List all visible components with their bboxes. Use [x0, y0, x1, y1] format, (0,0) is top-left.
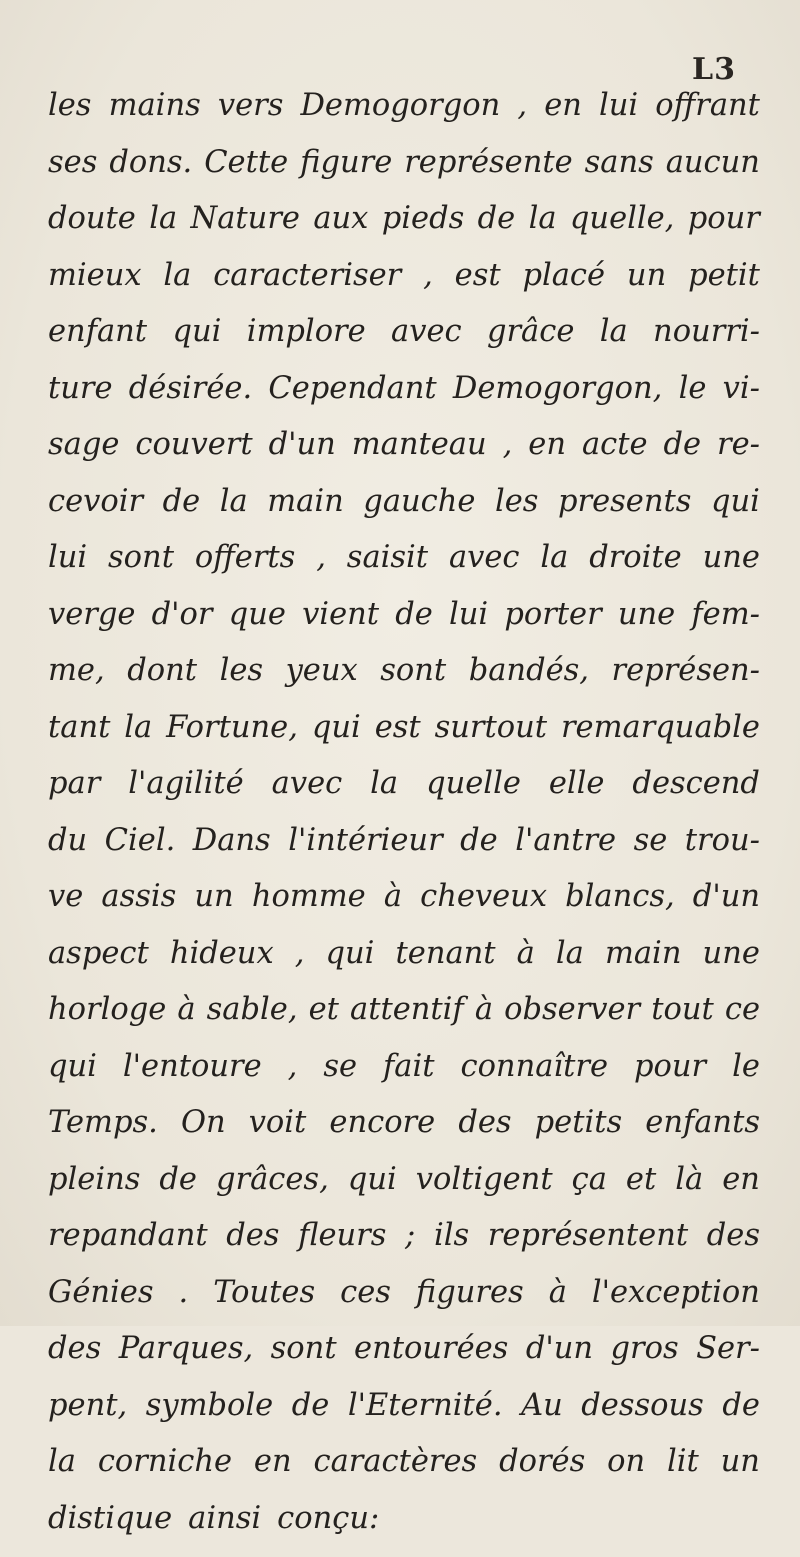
body-text — [48, 88, 760, 1557]
text-line: verge d'or que vient de lui porter une fem- — [48, 597, 760, 654]
text-line: enfant qui implore avec grâce la nourri- — [48, 314, 760, 371]
text-line: ses dons. Cette figure représente sans aucun — [48, 145, 760, 202]
text-line: les mains vers Demogorgon , en lui offrant — [48, 88, 760, 145]
text-line: mieux la caracteriser , est placé un petit — [48, 258, 760, 315]
text-line: doute la Nature aux pieds de la quelle, pour — [48, 201, 760, 258]
text-line: cevoir de la main gauche les presents qui — [48, 484, 760, 541]
text-line: distique ainsi conçu: — [48, 1501, 760, 1557]
text-line: aspect hideux , qui tenant à la main une — [48, 936, 760, 993]
text-line: pent, symbole de l'Eternité. Au dessous de — [48, 1388, 760, 1445]
text-line: la corniche en caractères dorés on lit un — [48, 1444, 760, 1501]
text-line: sage couvert d'un manteau , en acte de re- — [48, 427, 760, 484]
text-line: Génies . Toutes ces figures à l'exception — [48, 1275, 760, 1332]
text-line: pleins de grâces, qui voltigent ça et là en — [48, 1162, 760, 1219]
text-line: du Ciel. Dans l'intérieur de l'antre se trou- — [48, 823, 760, 880]
text-line: Temps. On voit encore des petits enfants — [48, 1105, 760, 1162]
page-signature: L3 — [692, 52, 736, 87]
text-line: me, dont les yeux sont bandés, représen- — [48, 653, 760, 710]
text-line: lui sont offerts , saisit avec la droite une — [48, 540, 760, 597]
text-line: horloge à sable, et attentif à observer tout ce — [48, 992, 760, 1049]
text-line: ture désirée. Cependant Demogorgon, le vi- — [48, 371, 760, 428]
text-line: par l'agilité avec la quelle elle descend — [48, 766, 760, 823]
text-line: qui l'entoure , se fait connaître pour le — [48, 1049, 760, 1106]
text-line: repandant des fleurs ; ils représentent des — [48, 1218, 760, 1275]
text-line: tant la Fortune, qui est surtout remarquable — [48, 710, 760, 767]
text-line: ve assis un homme à cheveux blancs, d'un — [48, 879, 760, 936]
text-line: des Parques, sont entourées d'un gros Ser- — [48, 1331, 760, 1388]
